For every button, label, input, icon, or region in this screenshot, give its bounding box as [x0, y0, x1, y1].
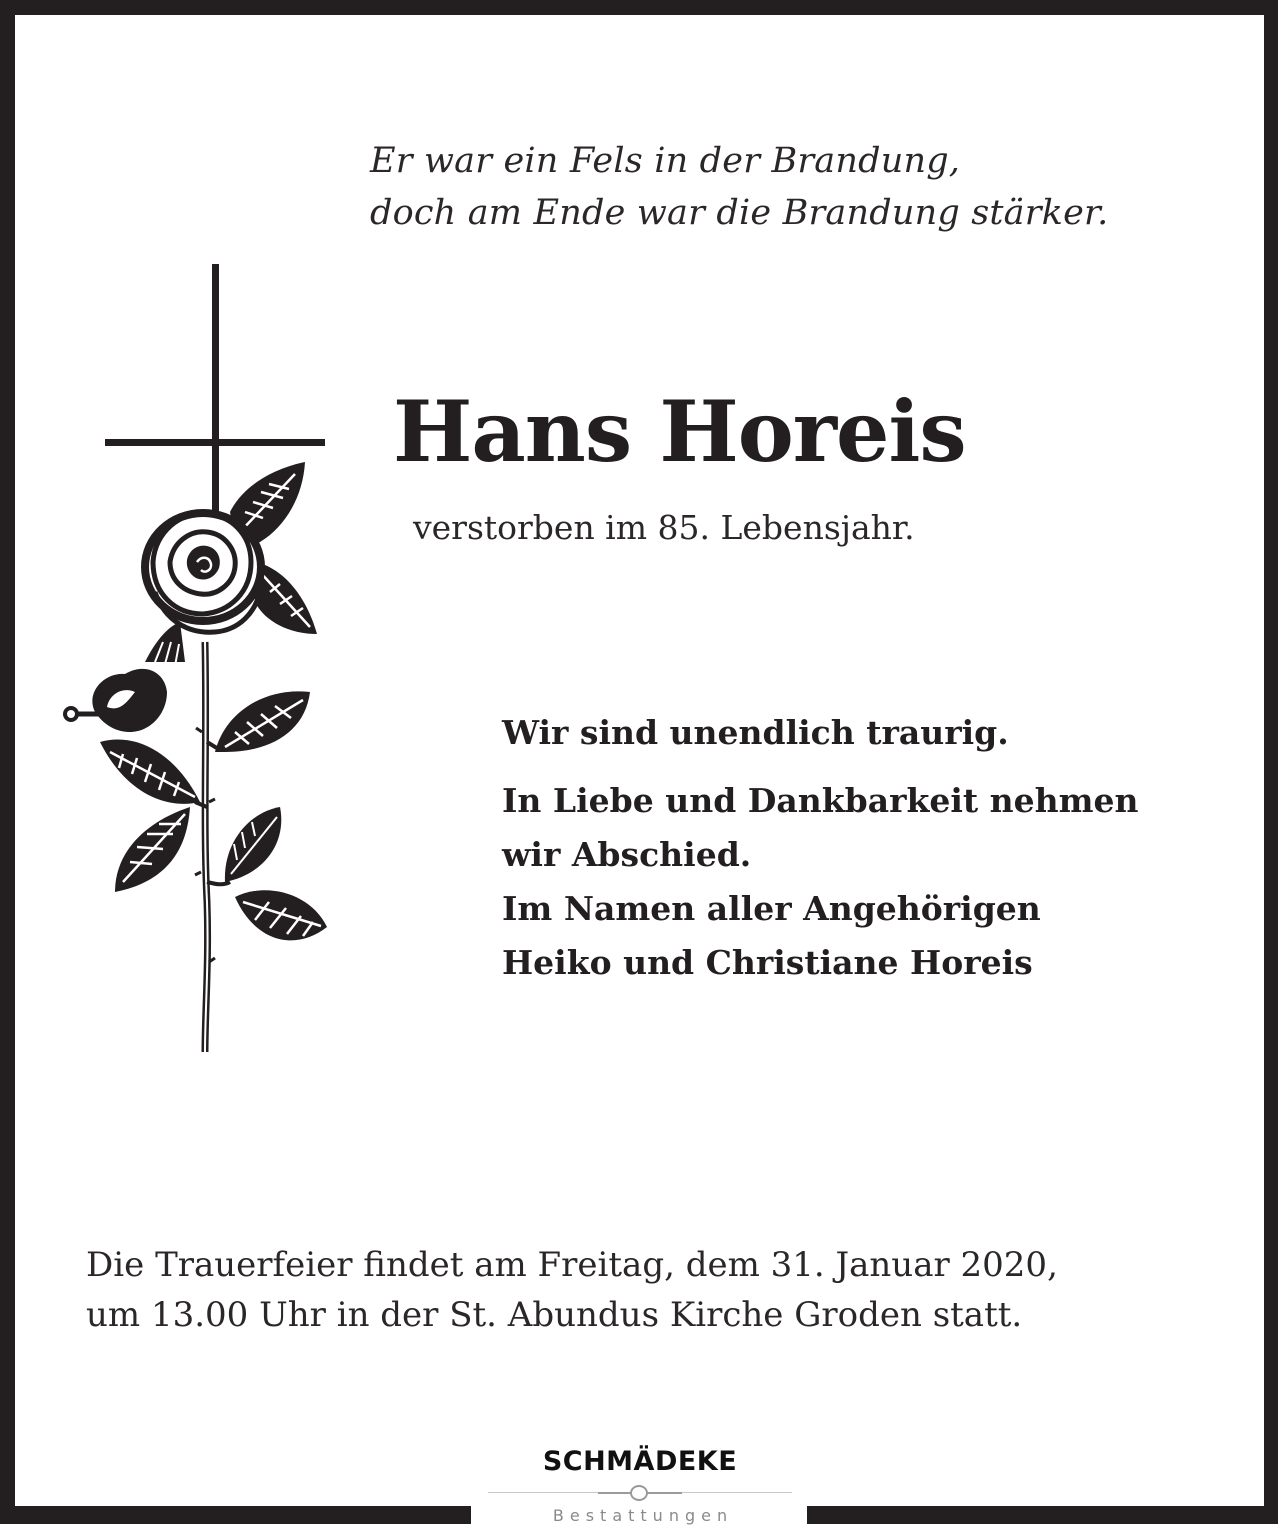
logo-divider	[488, 1486, 792, 1500]
logo-ornament-icon	[630, 1485, 648, 1501]
frame-border-bottom-right	[807, 1506, 1278, 1524]
funeral-home-logo	[488, 1446, 792, 1536]
deceased-name: Hans Horeis	[393, 382, 966, 481]
motto-quote	[370, 135, 1250, 239]
logo-subtitle: Bestattungen	[552, 1506, 734, 1525]
frame-border-right	[1264, 0, 1278, 1524]
ceremony-line-1: Die Trauerfeier findet am Freitag, dem 31. Januar 2020,	[86, 1245, 1058, 1285]
ceremony-line-2: um 13.00 Uhr in der St. Abundus Kirche Groden statt.	[86, 1295, 1023, 1335]
family-message-line: In Liebe und Dankbarkeit nehmen	[502, 781, 1139, 820]
cross-with-rose-icon	[55, 262, 335, 1062]
family-message-line: Im Namen aller Angehörigen	[502, 889, 1041, 928]
deceased-age-line: verstorben im 85. Lebensjahr.	[413, 508, 915, 547]
logo-name: SCHMÄDEKE	[542, 1446, 738, 1477]
frame-border-left	[0, 0, 15, 1524]
frame-border-top	[0, 0, 1278, 15]
family-message-line: wir Abschied.	[502, 835, 752, 874]
frame-border-bottom-left	[0, 1506, 471, 1524]
motto-line-1: Er war ein Fels in der Brandung,	[370, 141, 961, 181]
family-message	[502, 706, 1138, 990]
family-message-line: Heiko und Christiane Horeis	[502, 943, 1033, 982]
family-message-line: Wir sind unendlich traurig.	[502, 713, 1009, 752]
ceremony-info	[86, 1240, 1196, 1340]
motto-line-2: doch am Ende war die Brandung stärker.	[370, 193, 1109, 233]
